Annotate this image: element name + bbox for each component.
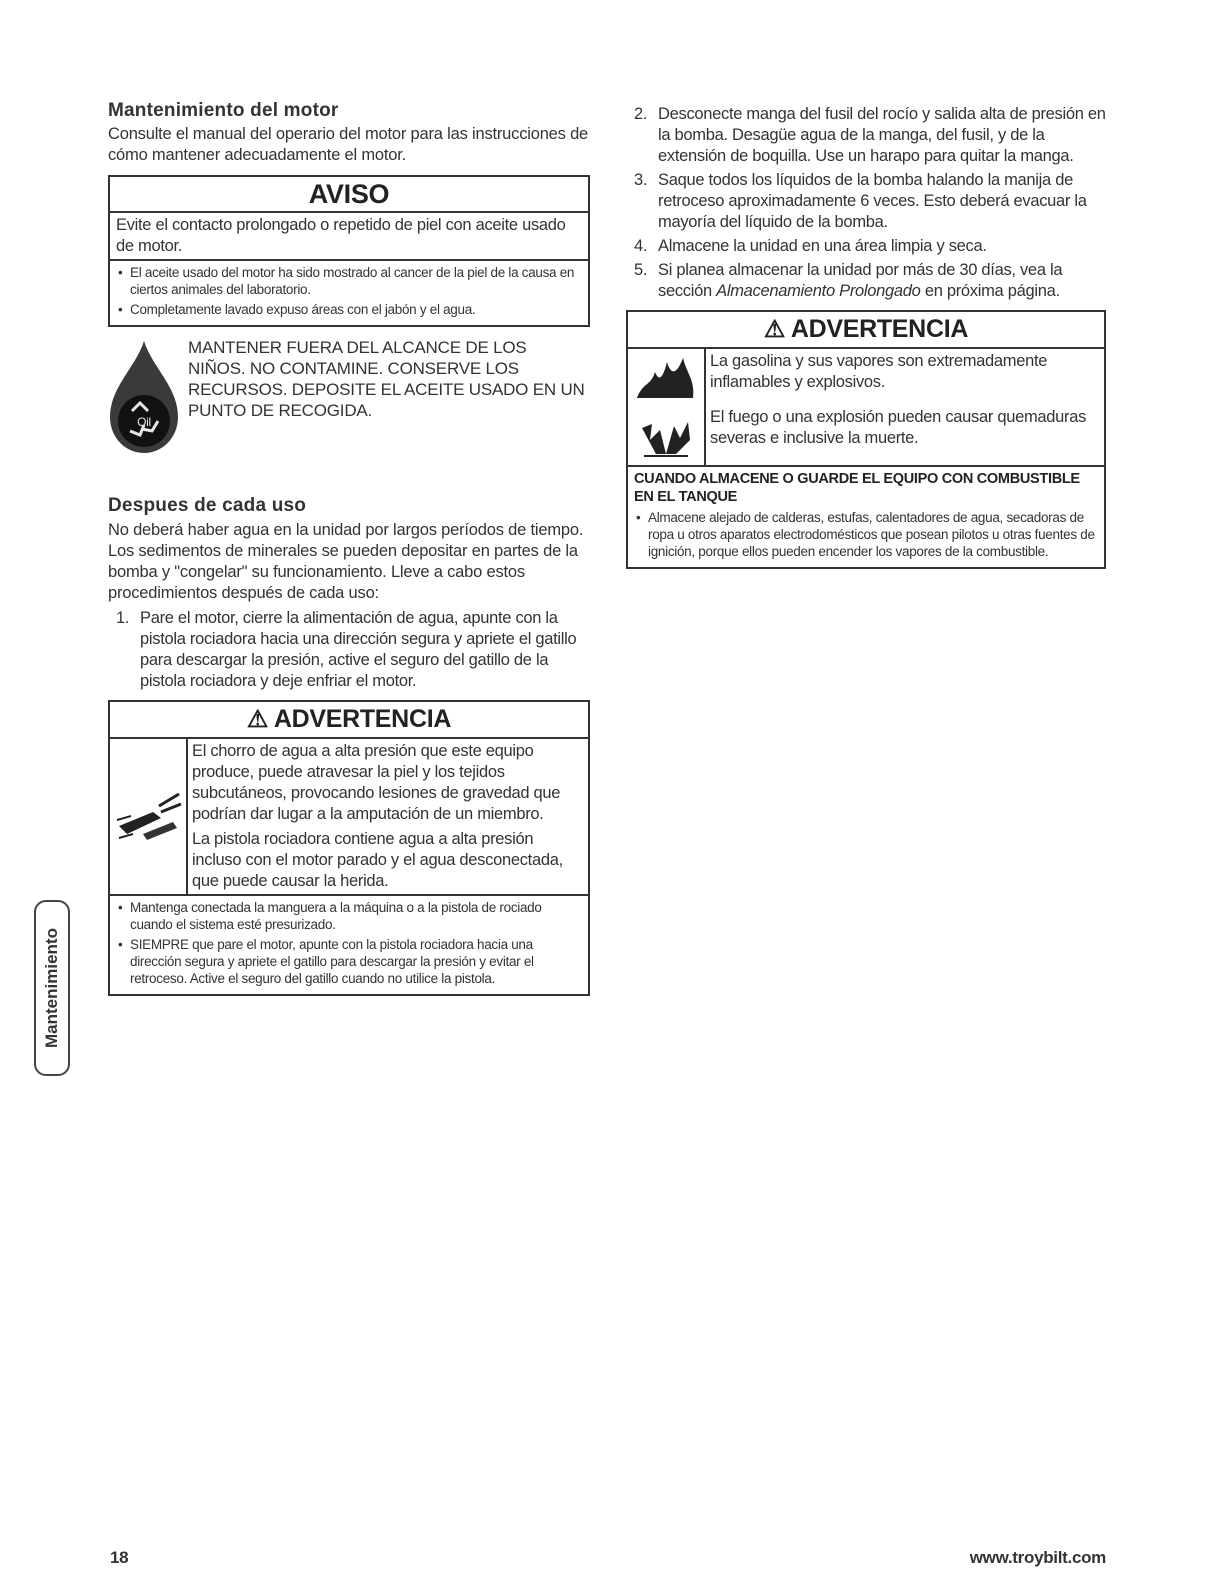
fuel-caps-heading: CUANDO ALMACENE O GUARDE EL EQUIPO CON COMBUSTIBLE EN EL TANQUE (634, 471, 1080, 505)
motor-body: Consulte el manual del operario del motor para las instrucciones de cómo mantener adecuadamente el motor. (108, 125, 589, 164)
section-side-tab (34, 900, 70, 1076)
advertencia-bullets (110, 896, 588, 994)
advertencia-title-text: ADVERTENCIA (273, 705, 452, 733)
advertencia-text-2: El fuego o una explosión pueden causar quemaduras severas e inclusive la muerte. (710, 408, 1087, 447)
explosion-row (628, 405, 1104, 465)
fuel-bullets (628, 506, 1104, 567)
advertencia-box-right (626, 310, 1106, 569)
aviso-bullet: • El aceite usado del motor ha sido mostrado al cancer de la piel de la causa en ciertos animales del laboratorio. (116, 264, 582, 298)
advertencia-title-text: ADVERTENCIA (790, 315, 969, 343)
step-number: 5. (634, 261, 648, 279)
advertencia-bullet: • SIEMPRE que pare el motor, apunte con la pistola rociadora hacia una dirección segura y apriete el gatillo para descargar la presión y evitar el retroceso. Active el seguro del gatillo cuando no utilice la pistola. (116, 936, 582, 987)
advertencia-texts (188, 739, 588, 894)
motor-heading: Mantenimiento del motor (108, 100, 339, 121)
page-number: 18 (110, 1548, 129, 1567)
left-column (108, 100, 590, 996)
step-text: Almacene la unidad en una área limpia y seca. (658, 237, 987, 255)
oil-label: Oil (137, 415, 151, 429)
step-item (626, 170, 1106, 233)
advertencia-bullet: • Mantenga conectada la manguera a la máquina o a la pistola de rociado cuando el sistema esté presurizado. (116, 899, 582, 933)
right-steps (626, 104, 1106, 302)
advertencia-title (110, 702, 588, 739)
warning-triangle-icon: ⚠ (763, 316, 786, 343)
advertencia-text-1: El chorro de agua a alta presión que este equipo produce, puede atravesar la piel y los tejidos subcutáneos, provocando lesiones de gravedad que podrían dar lugar a la amputación de un miembro. (192, 742, 561, 823)
recycle-text: MANTENER FUERA DEL ALCANCE DE LOS NIÑOS. NO CONTAMINE. CONSERVE LOS RECURSOS. DEPOSITE EL ACEITE USADO EN UN PUNTO DE RECOGIDA. (188, 338, 585, 420)
despues-steps (108, 608, 590, 692)
injection-hazard-icon (110, 739, 188, 894)
oil-recycle-icon (108, 337, 180, 457)
explosion-hazard-icon (628, 405, 706, 465)
step-item (626, 104, 1106, 167)
aviso-bullets (110, 261, 588, 325)
recycle-notice (108, 337, 590, 457)
advertencia-text-2: La pistola rociadora contiene agua a alta presión incluso con el motor parado y el agua desconectada, que puede causar la herida. (192, 830, 563, 890)
right-column (626, 100, 1106, 569)
step-item (626, 260, 1106, 302)
step-text: Pare el motor, cierre la alimentación de agua, apunte con la pistola rociadora hacia una dirección segura y apriete el gatillo para descargar la presión, active el seguro del gatillo de la pistola rociadora y deje enfriar el motor. (140, 609, 577, 690)
fuel-bullet: • Almacene alejado de calderas, estufas, calentadores de agua, secadoras de ropa u otros aparatos electrodomésticos que posean pilotos u otras fuentes de ignición, porque ellos pueden encender los vapores de la combustible. (634, 509, 1098, 560)
side-tab-label: Mantenimiento (42, 928, 62, 1048)
step-text-pre: Si planea almacenar la unidad por más de 30 días, vea la sección (658, 261, 1063, 300)
despues-heading: Despues de cada uso (108, 495, 307, 516)
step-item (108, 608, 590, 692)
aviso-bullet: • Completamente lavado expuso áreas con el jabón y el agua. (116, 301, 582, 318)
warning-triangle-icon: ⚠ (246, 706, 269, 733)
step-number: 1. (116, 609, 130, 627)
step-item (626, 236, 1106, 257)
advertencia-text-1: La gasolina y sus vapores son extremadamente inflamables y explosivos. (710, 352, 1048, 391)
aviso-title: AVISO (110, 177, 588, 213)
step-number: 3. (634, 171, 648, 189)
advertencia-box-left (108, 700, 590, 996)
fire-hazard-icon (628, 349, 706, 405)
advertencia-title (628, 312, 1104, 349)
step-number: 4. (634, 237, 648, 255)
fire-row (628, 349, 1104, 405)
advertencia-content (110, 739, 588, 894)
step-text: Desconecte manga del fusil del rocío y salida alta de presión en la bomba. Desagüe agua de la manga, del fusil, y de la extensión de boquilla. Use un harapo para quitar la manga. (658, 105, 1106, 165)
step-text-link: Almacenamiento Prolongado (716, 282, 921, 300)
footer-url: www.troybilt.com (969, 1548, 1106, 1567)
step-text-post: en próxima página. (920, 282, 1060, 300)
step-text: Saque todos los líquidos de la bomba halando la manija de retroceso aproximadamente 6 veces. Esto deberá evacuar la mayoría del líquido de la bomba. (658, 171, 1087, 231)
aviso-box (108, 175, 590, 327)
aviso-text: Evite el contacto prolongado o repetido de piel con aceite usado de motor. (116, 216, 566, 255)
step-number: 2. (634, 105, 648, 123)
despues-body: No deberá haber agua en la unidad por largos períodos de tiempo. Los sedimentos de minerales se pueden depositar en partes de la bomba y "congelar" su funcionamiento. Lleve a cabo estos procedimientos después de cada uso: (108, 521, 584, 602)
